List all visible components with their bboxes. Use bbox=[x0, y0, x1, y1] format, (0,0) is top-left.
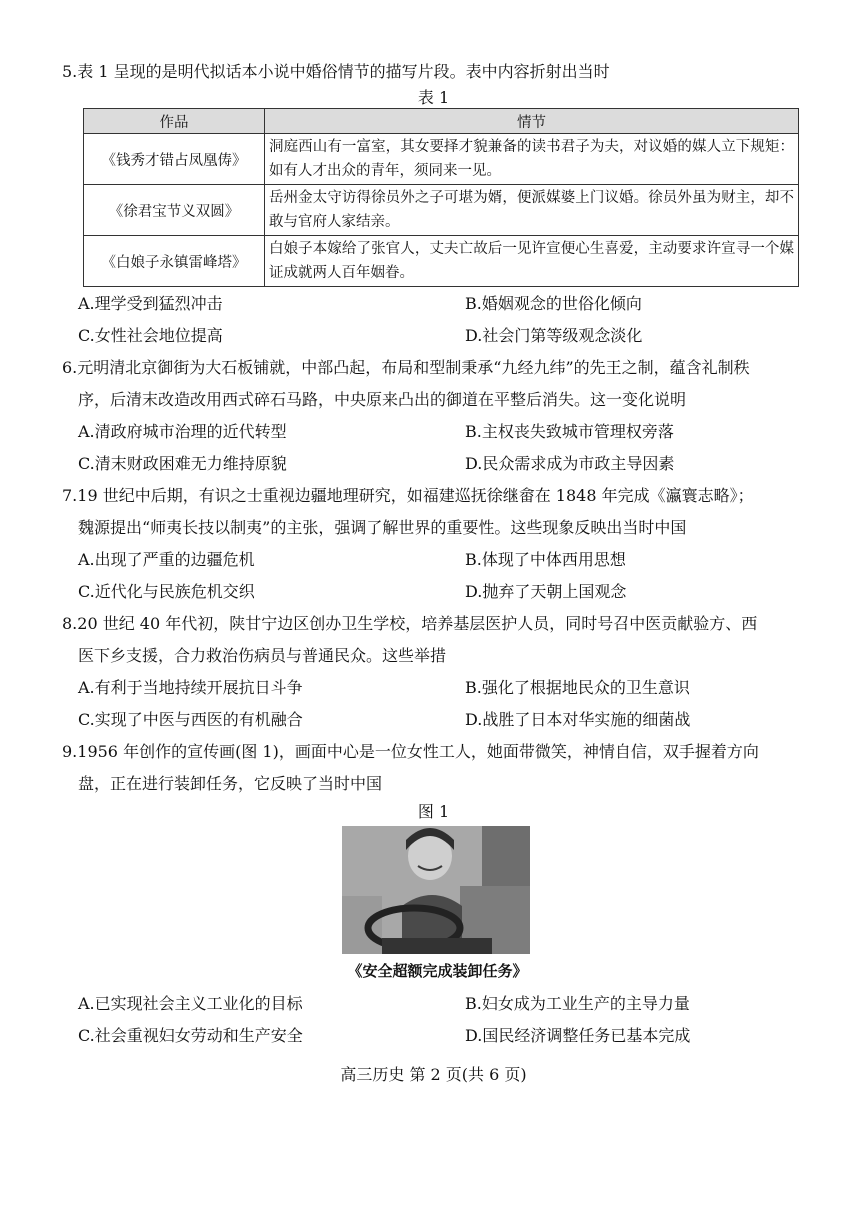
poster-title: 《安全超额完成装卸任务》 bbox=[347, 962, 528, 980]
option-d[interactable]: D.民众需求成为市政主导因素 bbox=[465, 454, 675, 473]
question-9-stem-line-1: 9.1956 年创作的宣传画(图 1)，画面中心是一位女性工人，她面带微笑，神情自信，双手握着方向 bbox=[62, 742, 759, 761]
page-footer: 高三历史 第 2 页(共 6 页) bbox=[340, 1065, 527, 1084]
question-7-stem-line-2: 魏源提出“师夷长技以制夷”的主张，强调了解世界的重要性。这些现象反映出当时中国 bbox=[78, 518, 687, 537]
propaganda-poster-image bbox=[342, 826, 530, 954]
option-b[interactable]: B.婚姻观念的世俗化倾向 bbox=[465, 294, 642, 313]
option-a[interactable]: A.已实现社会主义工业化的目标 bbox=[78, 994, 303, 1013]
option-b[interactable]: B.体现了中体西用思想 bbox=[465, 550, 626, 569]
question-8 bbox=[62, 608, 817, 736]
option-b[interactable]: B.主权丧失致城市管理权旁落 bbox=[465, 422, 674, 441]
question-5 bbox=[62, 56, 817, 88]
option-d[interactable]: D.战胜了日本对华实施的细菌战 bbox=[465, 710, 691, 729]
option-b[interactable]: B.强化了根据地民众的卫生意识 bbox=[465, 678, 690, 697]
option-d[interactable]: D.社会门第等级观念淡化 bbox=[465, 326, 643, 345]
question-6-stem-line-2: 序，后清末改造改用西式碎石马路，中央原来凸出的御道在平整后消失。这一变化说明 bbox=[78, 390, 687, 409]
question-7 bbox=[62, 480, 817, 608]
table-cell-plot: 岳州金太守访得徐员外之子可堪为婿，便派媒婆上门议婚。徐员外虽为财主，却不敢与官府人家结亲。 bbox=[265, 185, 799, 236]
question-8-stem-line-1: 8.20 世纪 40 年代初，陕甘宁边区创办卫生学校，培养基层医护人员，同时号召中医贡献验方、西 bbox=[62, 614, 758, 633]
question-6-stem-line-1: 6.元明清北京御街为大石板铺就，中部凸起，布局和型制秉承“九经九纬”的先王之制，蕴含礼制秩 bbox=[62, 358, 750, 377]
table-cell-work: 《钱秀才错占凤凰俦》 bbox=[84, 134, 265, 185]
option-c[interactable]: C.近代化与民族危机交织 bbox=[78, 582, 255, 601]
option-a[interactable]: A.理学受到猛烈冲击 bbox=[78, 294, 223, 313]
table-cell-plot: 洞庭西山有一富室，其女要择才貌兼备的读书君子为夫，对议婚的媒人立下规矩：如有人才出众的青年，须同来一见。 bbox=[265, 134, 799, 185]
option-d[interactable]: D.国民经济调整任务已基本完成 bbox=[465, 1026, 691, 1045]
option-a[interactable]: A.出现了严重的边疆危机 bbox=[78, 550, 255, 569]
table-row bbox=[84, 236, 799, 287]
option-a[interactable]: A.有利于当地持续开展抗日斗争 bbox=[78, 678, 303, 697]
question-8-stem-line-2: 医下乡支援，合力救治伤病员与普通民众。这些举措 bbox=[78, 646, 447, 665]
option-c[interactable]: C.女性社会地位提高 bbox=[78, 326, 223, 345]
question-9-options bbox=[62, 988, 817, 1052]
option-b[interactable]: B.妇女成为工业生产的主导力量 bbox=[465, 994, 690, 1013]
table-cell-plot: 白娘子本嫁给了张官人，丈夫亡故后一见许宣便心生喜爱，主动要求许宣寻一个媒证成就两人百年姻眷。 bbox=[265, 236, 799, 287]
table-1 bbox=[83, 108, 799, 287]
table-cell-work: 《白娘子永镇雷峰塔》 bbox=[84, 236, 265, 287]
question-9-stem-line-2: 盘，正在进行装卸任务，它反映了当时中国 bbox=[78, 774, 383, 793]
table-header-work: 作品 bbox=[84, 109, 265, 134]
option-c[interactable]: C.清末财政困难无力维持原貌 bbox=[78, 454, 287, 473]
figure-1-caption: 图 1 bbox=[417, 802, 450, 821]
question-6 bbox=[62, 352, 817, 480]
table-1-caption: 表 1 bbox=[417, 88, 450, 107]
option-c[interactable]: C.实现了中医与西医的有机融合 bbox=[78, 710, 303, 729]
table-header-plot: 情节 bbox=[265, 109, 799, 134]
option-c[interactable]: C.社会重视妇女劳动和生产安全 bbox=[78, 1026, 303, 1045]
option-d[interactable]: D.抛弃了天朝上国观念 bbox=[465, 582, 627, 601]
option-a[interactable]: A.清政府城市治理的近代转型 bbox=[78, 422, 287, 441]
question-7-stem-line-1: 7.19 世纪中后期，有识之士重视边疆地理研究，如福建巡抚徐继畲在 1848 年完成《瀛寰志略》； bbox=[62, 486, 754, 505]
table-row bbox=[84, 185, 799, 236]
question-9 bbox=[62, 736, 817, 800]
table-row bbox=[84, 134, 799, 185]
table-cell-work: 《徐君宝节义双圆》 bbox=[84, 185, 265, 236]
question-5-options bbox=[62, 288, 817, 352]
question-5-stem: 5.表 1 呈现的是明代拟话本小说中婚俗情节的描写片段。表中内容折射出当时 bbox=[62, 62, 610, 81]
table-header-row bbox=[84, 109, 799, 134]
